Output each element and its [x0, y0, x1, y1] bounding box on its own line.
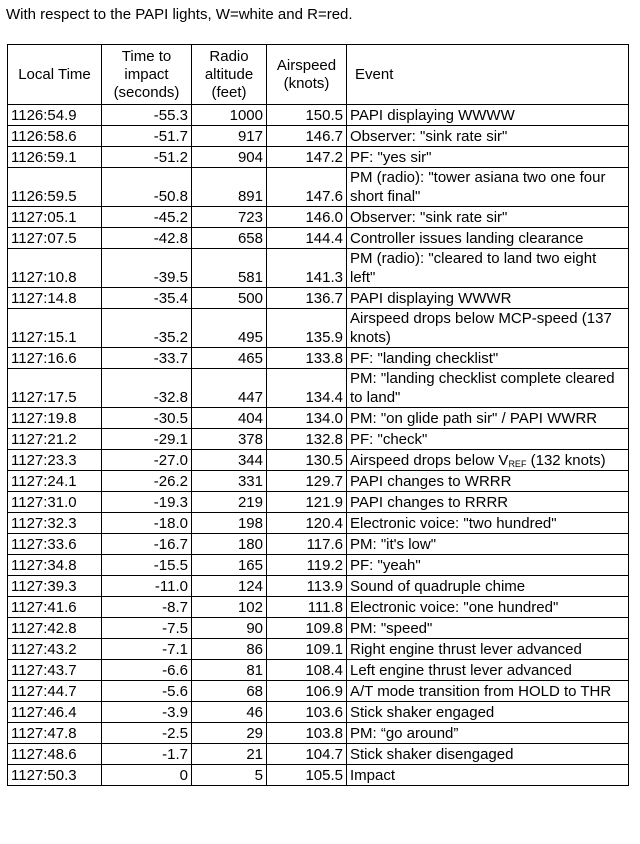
- header-radio-altitude: Radio altitude (feet): [192, 45, 267, 105]
- cell-event: Electronic voice: "two hundred": [347, 513, 629, 534]
- table-row: [8, 744, 629, 765]
- cell-local-time: 1127:14.8: [8, 288, 102, 309]
- cell-time-to-impact: -33.7: [102, 348, 192, 369]
- cell-time-to-impact: -35.4: [102, 288, 192, 309]
- cell-airspeed: 109.1: [267, 639, 347, 660]
- cell-radio-altitude: 219: [192, 492, 267, 513]
- table-row: [8, 765, 629, 786]
- cell-event: Airspeed drops below MCP-speed (137 knots): [347, 309, 629, 348]
- cell-event: PM: "speed": [347, 618, 629, 639]
- cell-time-to-impact: -16.7: [102, 534, 192, 555]
- cell-radio-altitude: 21: [192, 744, 267, 765]
- cell-event: Observer: "sink rate sir": [347, 126, 629, 147]
- table-row: [8, 555, 629, 576]
- cell-local-time: 1127:16.6: [8, 348, 102, 369]
- cell-event: PF: "yeah": [347, 555, 629, 576]
- table-row: [8, 309, 629, 348]
- table-row: [8, 105, 629, 126]
- cell-airspeed: 108.4: [267, 660, 347, 681]
- table-row: [8, 429, 629, 450]
- cell-time-to-impact: -29.1: [102, 429, 192, 450]
- cell-local-time: 1127:47.8: [8, 723, 102, 744]
- table-row: [8, 168, 629, 207]
- cell-event: PAPI changes to RRRR: [347, 492, 629, 513]
- cell-airspeed: 144.4: [267, 228, 347, 249]
- table-body: [8, 105, 629, 786]
- cell-time-to-impact: -11.0: [102, 576, 192, 597]
- cell-radio-altitude: 46: [192, 702, 267, 723]
- cell-airspeed: 103.8: [267, 723, 347, 744]
- cell-airspeed: 117.6: [267, 534, 347, 555]
- cell-time-to-impact: -19.3: [102, 492, 192, 513]
- event-timeline-table: [7, 44, 629, 786]
- cell-time-to-impact: -8.7: [102, 597, 192, 618]
- header-airspeed: Airspeed (knots): [267, 45, 347, 105]
- cell-radio-altitude: 465: [192, 348, 267, 369]
- cell-event: PAPI changes to WRRR: [347, 471, 629, 492]
- cell-event: PF: "yes sir": [347, 147, 629, 168]
- cell-time-to-impact: -2.5: [102, 723, 192, 744]
- table-row: [8, 660, 629, 681]
- cell-event: PM: "landing checklist complete cleared to land": [347, 369, 629, 408]
- cell-airspeed: 147.6: [267, 168, 347, 207]
- cell-local-time: 1127:48.6: [8, 744, 102, 765]
- header-local-time: Local Time: [8, 45, 102, 105]
- cell-event: Stick shaker disengaged: [347, 744, 629, 765]
- cell-radio-altitude: 29: [192, 723, 267, 744]
- cell-event: PF: "check": [347, 429, 629, 450]
- cell-time-to-impact: -39.5: [102, 249, 192, 288]
- table-row: [8, 126, 629, 147]
- cell-airspeed: 113.9: [267, 576, 347, 597]
- table-row: [8, 249, 629, 288]
- table-row: [8, 723, 629, 744]
- table-row: [8, 369, 629, 408]
- cell-radio-altitude: 5: [192, 765, 267, 786]
- cell-airspeed: 111.8: [267, 597, 347, 618]
- cell-airspeed: 135.9: [267, 309, 347, 348]
- cell-event: PAPI displaying WWWR: [347, 288, 629, 309]
- cell-airspeed: 133.8: [267, 348, 347, 369]
- cell-radio-altitude: 378: [192, 429, 267, 450]
- cell-radio-altitude: 581: [192, 249, 267, 288]
- table-row: [8, 513, 629, 534]
- cell-time-to-impact: -15.5: [102, 555, 192, 576]
- cell-event: A/T mode transition from HOLD to THR: [347, 681, 629, 702]
- cell-airspeed: 119.2: [267, 555, 347, 576]
- table-row: [8, 408, 629, 429]
- table-row: [8, 348, 629, 369]
- cell-time-to-impact: -32.8: [102, 369, 192, 408]
- cell-local-time: 1126:59.1: [8, 147, 102, 168]
- cell-radio-altitude: 180: [192, 534, 267, 555]
- cell-radio-altitude: 81: [192, 660, 267, 681]
- cell-event: PM (radio): "tower asiana two one four short final": [347, 168, 629, 207]
- event-text: Airspeed drops below V: [350, 452, 509, 469]
- cell-time-to-impact: -50.8: [102, 168, 192, 207]
- cell-time-to-impact: -1.7: [102, 744, 192, 765]
- cell-local-time: 1127:32.3: [8, 513, 102, 534]
- cell-time-to-impact: -51.7: [102, 126, 192, 147]
- cell-local-time: 1127:17.5: [8, 369, 102, 408]
- table-row: [8, 492, 629, 513]
- event-text-suffix: (132 knots): [526, 452, 606, 469]
- cell-time-to-impact: -27.0: [102, 450, 192, 471]
- table-row: [8, 639, 629, 660]
- cell-time-to-impact: -51.2: [102, 147, 192, 168]
- cell-airspeed: 109.8: [267, 618, 347, 639]
- table-row: [8, 228, 629, 249]
- cell-local-time: 1127:21.2: [8, 429, 102, 450]
- cell-radio-altitude: 198: [192, 513, 267, 534]
- table-header-row: [8, 45, 629, 105]
- cell-local-time: 1126:59.5: [8, 168, 102, 207]
- cell-local-time: 1127:39.3: [8, 576, 102, 597]
- cell-time-to-impact: 0: [102, 765, 192, 786]
- cell-local-time: 1127:46.4: [8, 702, 102, 723]
- cell-radio-altitude: 90: [192, 618, 267, 639]
- cell-radio-altitude: 68: [192, 681, 267, 702]
- cell-time-to-impact: -30.5: [102, 408, 192, 429]
- cell-airspeed: 129.7: [267, 471, 347, 492]
- cell-event: Controller issues landing clearance: [347, 228, 629, 249]
- cell-airspeed: 150.5: [267, 105, 347, 126]
- cell-radio-altitude: 124: [192, 576, 267, 597]
- header-event: Event: [347, 45, 629, 105]
- cell-airspeed: 104.7: [267, 744, 347, 765]
- table-row: [8, 681, 629, 702]
- cell-local-time: 1127:23.3: [8, 450, 102, 471]
- cell-local-time: 1127:19.8: [8, 408, 102, 429]
- cell-radio-altitude: 344: [192, 450, 267, 471]
- cell-local-time: 1127:33.6: [8, 534, 102, 555]
- cell-local-time: 1127:31.0: [8, 492, 102, 513]
- cell-local-time: 1126:58.6: [8, 126, 102, 147]
- cell-airspeed: 141.3: [267, 249, 347, 288]
- cell-event: PM: "on glide path sir" / PAPI WWRR: [347, 408, 629, 429]
- cell-radio-altitude: 331: [192, 471, 267, 492]
- cell-radio-altitude: 891: [192, 168, 267, 207]
- cell-local-time: 1126:54.9: [8, 105, 102, 126]
- cell-time-to-impact: -26.2: [102, 471, 192, 492]
- cell-airspeed: 120.4: [267, 513, 347, 534]
- cell-time-to-impact: -42.8: [102, 228, 192, 249]
- cell-local-time: 1127:05.1: [8, 207, 102, 228]
- cell-event: Right engine thrust lever advanced: [347, 639, 629, 660]
- cell-time-to-impact: -45.2: [102, 207, 192, 228]
- cell-time-to-impact: -7.1: [102, 639, 192, 660]
- cell-airspeed: 136.7: [267, 288, 347, 309]
- cell-airspeed: 146.0: [267, 207, 347, 228]
- cell-radio-altitude: 1000: [192, 105, 267, 126]
- legend-note: With respect to the PAPI lights, W=white and R=red.: [6, 6, 353, 23]
- cell-radio-altitude: 723: [192, 207, 267, 228]
- cell-event: Impact: [347, 765, 629, 786]
- cell-airspeed: 121.9: [267, 492, 347, 513]
- table-row: [8, 471, 629, 492]
- cell-airspeed: 103.6: [267, 702, 347, 723]
- cell-event: Sound of quadruple chime: [347, 576, 629, 597]
- table-row: [8, 147, 629, 168]
- cell-local-time: 1127:15.1: [8, 309, 102, 348]
- cell-time-to-impact: -55.3: [102, 105, 192, 126]
- cell-time-to-impact: -3.9: [102, 702, 192, 723]
- cell-local-time: 1127:34.8: [8, 555, 102, 576]
- cell-local-time: 1127:10.8: [8, 249, 102, 288]
- cell-local-time: 1127:07.5: [8, 228, 102, 249]
- cell-local-time: 1127:44.7: [8, 681, 102, 702]
- table-row: [8, 534, 629, 555]
- cell-local-time: 1127:24.1: [8, 471, 102, 492]
- cell-radio-altitude: 658: [192, 228, 267, 249]
- cell-local-time: 1127:41.6: [8, 597, 102, 618]
- cell-airspeed: 134.4: [267, 369, 347, 408]
- cell-airspeed: 132.8: [267, 429, 347, 450]
- cell-local-time: 1127:43.7: [8, 660, 102, 681]
- cell-airspeed: 105.5: [267, 765, 347, 786]
- cell-radio-altitude: 165: [192, 555, 267, 576]
- cell-airspeed: 147.2: [267, 147, 347, 168]
- cell-event: PAPI displaying WWWW: [347, 105, 629, 126]
- cell-airspeed: 106.9: [267, 681, 347, 702]
- cell-radio-altitude: 102: [192, 597, 267, 618]
- cell-event: Left engine thrust lever advanced: [347, 660, 629, 681]
- cell-radio-altitude: 500: [192, 288, 267, 309]
- table-row: [8, 207, 629, 228]
- cell-radio-altitude: 917: [192, 126, 267, 147]
- cell-event: Observer: "sink rate sir": [347, 207, 629, 228]
- cell-event: Stick shaker engaged: [347, 702, 629, 723]
- header-time-to-impact: Time to impact (seconds): [102, 45, 192, 105]
- cell-radio-altitude: 904: [192, 147, 267, 168]
- cell-local-time: 1127:43.2: [8, 639, 102, 660]
- cell-time-to-impact: -18.0: [102, 513, 192, 534]
- table-row: [8, 576, 629, 597]
- cell-event: [347, 450, 629, 471]
- vref-subscript: REF: [508, 459, 527, 469]
- cell-event: PF: "landing checklist": [347, 348, 629, 369]
- cell-local-time: 1127:50.3: [8, 765, 102, 786]
- cell-local-time: 1127:42.8: [8, 618, 102, 639]
- cell-time-to-impact: -6.6: [102, 660, 192, 681]
- cell-time-to-impact: -5.6: [102, 681, 192, 702]
- cell-radio-altitude: 447: [192, 369, 267, 408]
- table-row: [8, 618, 629, 639]
- cell-radio-altitude: 495: [192, 309, 267, 348]
- table-row: [8, 702, 629, 723]
- cell-event: PM: “go around”: [347, 723, 629, 744]
- cell-airspeed: 146.7: [267, 126, 347, 147]
- cell-radio-altitude: 404: [192, 408, 267, 429]
- cell-event: PM (radio): "cleared to land two eight left": [347, 249, 629, 288]
- table-row: [8, 450, 629, 471]
- cell-event: Electronic voice: "one hundred": [347, 597, 629, 618]
- cell-time-to-impact: -7.5: [102, 618, 192, 639]
- cell-time-to-impact: -35.2: [102, 309, 192, 348]
- cell-radio-altitude: 86: [192, 639, 267, 660]
- cell-airspeed: 130.5: [267, 450, 347, 471]
- table-row: [8, 288, 629, 309]
- table-row: [8, 597, 629, 618]
- cell-event: PM: "it's low": [347, 534, 629, 555]
- cell-airspeed: 134.0: [267, 408, 347, 429]
